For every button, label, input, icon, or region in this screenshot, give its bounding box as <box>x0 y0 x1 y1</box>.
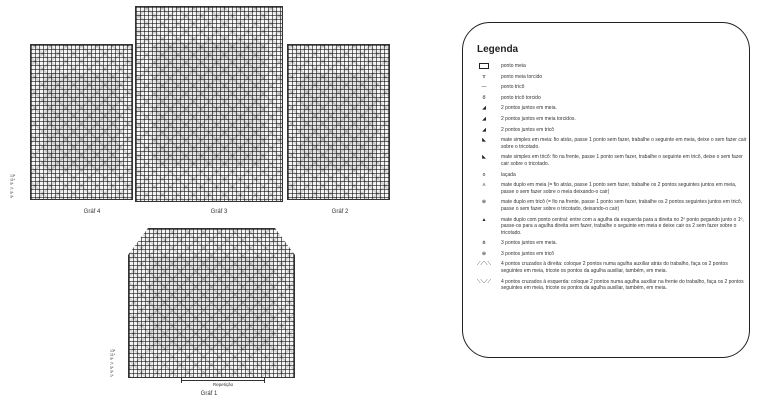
legend-panel <box>462 22 750 358</box>
legend-item-ponto-meia: ponto meia <box>471 63 747 70</box>
cable-right-icon: ⟋⟋⟍⟍ <box>476 261 491 268</box>
twisted-purl-icon: Ȣ <box>482 94 486 101</box>
twisted-knit-icon: ɤ <box>482 73 486 80</box>
legend-item-k2tog-tbl: ◢ 2 pontos juntos em meia torcidos. <box>471 116 747 123</box>
legend-item-k2tog: ◢ 2 pontos juntos em meia. <box>471 105 747 112</box>
legend-item-p2tog: ◢ 2 pontos juntos em tricô <box>471 127 747 134</box>
legend-item-dbl-dec-p: ⊕ mate duplo em tricô (= fio na frente, passe 1 ponto sem fazer, trabalhe os 2 pontos seguintes juntos em tricô, passe o sem fazer sobre o tricotado, deixando-o cair) <box>471 199 747 212</box>
cable-left-icon: ⟍⟍⟋⟋ <box>476 278 491 285</box>
k3tog-icon: ⋔ <box>481 240 487 247</box>
ssk-icon: ◣ <box>482 137 486 144</box>
k2tog-icon: ◢ <box>482 105 486 112</box>
k2tog-tbl-icon: ◢ <box>482 115 486 122</box>
legend-list <box>471 63 747 296</box>
repeat-bracket <box>181 380 265 381</box>
chart-graf2 <box>287 44 390 200</box>
caption-graf3: Gráf 3 <box>210 209 228 215</box>
central-double-decrease-icon: ▲ <box>481 216 487 223</box>
p2tog-icon: ◢ <box>482 126 486 133</box>
chart-graf1 <box>128 228 295 378</box>
legend-item-meia-torcido: ɤ ponto meia torcido <box>471 74 747 81</box>
p3tog-icon: ⊕ <box>481 250 487 257</box>
legend-item-ssk: ◣ mate simples em meia: fio atrás, passe 1 ponto sem fazer, trabalhe o seguinte em meia, deixe o sem fazer cair sobre o tricotado. <box>471 137 747 150</box>
caption-graf4: Gráf 4 <box>83 209 101 215</box>
caption-graf1: Gráf 1 <box>200 391 218 397</box>
dash-icon: — <box>481 84 487 91</box>
caption-graf2: Gráf 2 <box>331 209 349 215</box>
chart-graf3 <box>135 6 283 202</box>
legend-item-trico-torcido: Ȣ ponto tricô torcido <box>471 95 747 102</box>
legend-item-trico: — ponto tricô <box>471 84 747 91</box>
ssp-icon: ◣ <box>482 154 486 161</box>
legend-item-p3tog: ⊕ 3 pontos juntos em tricô <box>471 251 747 258</box>
legend-item-yo: o laçada <box>471 172 747 179</box>
box-icon <box>471 63 497 69</box>
repeat-label: Repetição <box>212 382 234 387</box>
legend-title: Legenda <box>477 44 519 55</box>
legend-item-central: ▲ mate duplo com ponto central: entre com a agulha da esquerda para a direita no 2º ponto pegando junto o 1º, passe-os para a agulha direita sem fazer, trabalhe o seguinte em meia e deixe cair os 2 sem fazer sobre o tricotado. <box>471 217 747 237</box>
double-decrease-purl-icon: ⊕ <box>481 199 487 206</box>
row-labels-graf4: 13ª 11ª 9ª 7ª 5ª 3ª <box>10 174 16 200</box>
double-decrease-knit-icon: ⋏ <box>482 182 486 189</box>
legend-item-k3tog: ⋔ 3 pontos juntos em meia. <box>471 240 747 247</box>
row-labels-graf1: 13ª 11ª 9ª 7ª 5ª 3ª 1ª <box>110 349 116 379</box>
yarn-over-icon: o <box>482 171 486 178</box>
legend-item-cable-left: ⟍⟍⟋⟋ 4 pontos cruzados à esquerda: coloque 2 pontos numa agulha auxiliar na frente do trabalho, faça os 2 pontos seguintes em meia, tricote os pontos da agulha auxiliar, também, em meia. <box>471 279 747 292</box>
chart-graf4 <box>30 44 133 200</box>
legend-item-dbl-dec-k: ⋏ mate duplo em meia (= fio atrás, passe 1 ponto sem fazer, trabalhe os 2 pontos seguintes juntos em meia, passe o sem fazer sobre o meia deixando-o cair) <box>471 182 747 195</box>
legend-item-cable-right: ⟋⟋⟍⟍ 4 pontos cruzados à direita: coloque 2 pontos numa agulha auxiliar atrás do trabalho, faça os 2 pontos seguintes em meia, tricote os pontos da agulha auxiliar, também, em meia. <box>471 261 747 274</box>
legend-item-ssp: ◣ mate simples em tricô: fio na frente, passe 1 ponto sem fazer, trabalhe o seguinte em tricô, deixe o sem fazer cair sobre o tricotado. <box>471 154 747 167</box>
